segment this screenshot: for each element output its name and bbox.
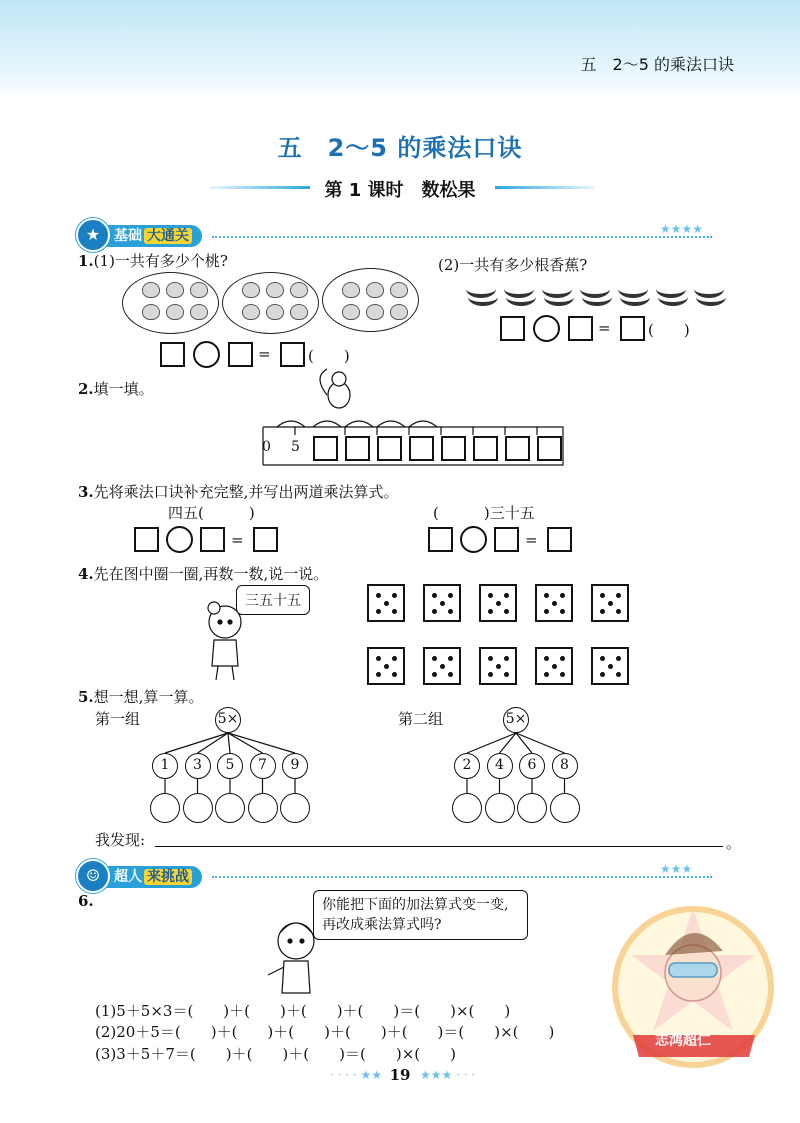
peach-icon	[242, 304, 260, 320]
peach-icon	[266, 282, 284, 298]
tree-number: 5	[217, 753, 243, 779]
number-box[interactable]	[313, 436, 338, 461]
q6-line-2[interactable]: (2)20＋5＝( )＋( )＋( )＋( )＋( )＝( )×( )	[95, 1023, 555, 1041]
q3-prompt	[78, 481, 398, 502]
q2-number: 2.	[78, 380, 94, 398]
stars-icon: ★★★	[660, 862, 693, 876]
lesson-title: 第 1 课时 数松果	[324, 180, 476, 201]
dice-pip	[392, 656, 397, 661]
peach-icon	[166, 304, 184, 320]
dice-icon	[479, 584, 517, 622]
equals-sign: =	[598, 319, 611, 337]
dice-icon	[367, 647, 405, 685]
peach-icon	[142, 304, 160, 320]
tree-answer[interactable]	[183, 793, 213, 823]
running-header: 五 2～5 的乘法口诀	[580, 55, 734, 74]
tree-branch	[198, 733, 229, 753]
peach-icon	[166, 282, 184, 298]
number-box[interactable]	[409, 436, 434, 461]
banana-icon	[696, 288, 726, 306]
tree-answer[interactable]	[517, 793, 547, 823]
banana-icon	[582, 288, 612, 306]
badge-text: 基础	[114, 228, 142, 244]
dice-pip	[488, 609, 493, 614]
answer-box[interactable]	[620, 316, 645, 341]
q1-part1-text: (1)一共有多少个桃?	[93, 252, 228, 270]
dice-pip	[384, 664, 389, 669]
dice-pip	[544, 672, 549, 677]
group1-label: 第一组	[95, 710, 141, 728]
dice-pip	[552, 601, 557, 606]
dice-pip	[544, 593, 549, 598]
page-number: 19	[389, 1066, 411, 1084]
number-box[interactable]	[537, 436, 562, 461]
badge-text: 超人	[114, 869, 142, 885]
peach-group-2	[222, 272, 319, 334]
q6-line-3[interactable]: (3)3＋5＋7＝( )＋( )＋( )＝( )×( )	[95, 1045, 456, 1063]
dice-pip	[376, 672, 381, 677]
tree-number: 1	[152, 753, 178, 779]
tree-diagrams	[0, 700, 800, 830]
equals-sign: =	[525, 531, 538, 549]
number-box[interactable]	[473, 436, 498, 461]
q4-prompt	[78, 563, 328, 584]
answer-box[interactable]	[280, 342, 305, 367]
dice-pip	[448, 656, 453, 661]
tree-root: 5×	[503, 707, 529, 733]
dice-pip	[504, 672, 509, 677]
dice-pip	[440, 664, 445, 669]
peach-icon	[342, 304, 360, 320]
dice-pip	[448, 593, 453, 598]
q6-line-1[interactable]: (1)5＋5×3＝( )＋( )＋( )＋( )＝( )×( )	[95, 1002, 511, 1020]
finding-line[interactable]	[155, 846, 723, 847]
peach-group-1	[122, 272, 219, 334]
tree-branch	[467, 733, 516, 753]
group2-label: 第二组	[398, 710, 444, 728]
answer-box[interactable]	[568, 316, 593, 341]
dice-pip	[432, 656, 437, 661]
banana-icon	[506, 288, 536, 306]
boy-icon	[262, 915, 332, 995]
number-box[interactable]	[505, 436, 530, 461]
peach-group-3	[322, 268, 419, 332]
dice-pip	[392, 593, 397, 598]
q2-prompt	[78, 378, 154, 399]
dice-pip	[600, 593, 605, 598]
dice-icon	[535, 584, 573, 622]
girl-icon	[200, 600, 250, 685]
dice-pip	[432, 672, 437, 677]
dice-pip	[384, 601, 389, 606]
peach-icon	[142, 282, 160, 298]
dice-pip	[440, 601, 445, 606]
dice-icon	[591, 647, 629, 685]
dice-pip	[544, 656, 549, 661]
answer-box[interactable]	[494, 527, 519, 552]
peach-icon	[366, 282, 384, 298]
tree-branch	[165, 733, 228, 753]
tree-number: 9	[282, 753, 308, 779]
q2-text: 填一填。	[93, 380, 154, 398]
dice-pip	[376, 609, 381, 614]
dice-pip	[504, 609, 509, 614]
dice-pip	[616, 609, 621, 614]
speech-bubble: 三五十五	[236, 585, 310, 615]
banana-icon	[468, 288, 498, 306]
dice-icon	[479, 647, 517, 685]
q1-part2: (2)一共有多少根香蕉?	[438, 256, 588, 274]
answer-box[interactable]	[253, 527, 278, 552]
q1-part1	[78, 250, 228, 271]
badge-highlight: 来挑战	[144, 869, 192, 885]
dice-pip	[392, 672, 397, 677]
dice-pip	[600, 656, 605, 661]
dice-pip	[448, 609, 453, 614]
dice-pip	[496, 664, 501, 669]
tree-answer[interactable]	[452, 793, 482, 823]
dice-pip	[504, 593, 509, 598]
answer-box[interactable]	[134, 527, 159, 552]
answer-box[interactable]	[547, 527, 572, 552]
equals-sign: =	[231, 531, 244, 549]
answer-box[interactable]	[500, 316, 525, 341]
tree-number: 6	[519, 753, 545, 779]
operator-circle[interactable]	[460, 526, 487, 553]
q1-number: 1.	[78, 252, 94, 270]
peach-icon	[366, 304, 384, 320]
operator-circle[interactable]	[166, 526, 193, 553]
q4-text: 先在图中圈一圈,再数一数,说一说。	[93, 565, 329, 583]
finding-label: 我发现:	[95, 831, 146, 849]
logo-text: 志鸿超仁	[655, 1033, 711, 1049]
section-dotline	[212, 876, 712, 878]
operator-circle[interactable]	[193, 341, 220, 368]
speech-bubble: 你能把下面的加法算式变一变,再改成乘法算式吗?	[313, 890, 528, 940]
line-second-label: 5	[291, 439, 300, 455]
banana-icon	[620, 288, 650, 306]
peach-icon	[190, 282, 208, 298]
squirrel-icon	[320, 369, 350, 408]
tree-number: 3	[185, 753, 211, 779]
answer-box[interactable]	[200, 527, 225, 552]
left-rhyme[interactable]: 四五( )	[168, 504, 255, 522]
dice-pip	[392, 609, 397, 614]
peach-icon	[290, 304, 308, 320]
dice-pip	[608, 664, 613, 669]
banana-icon	[658, 288, 688, 306]
stars-icon: · · · · ★★	[330, 1068, 383, 1082]
peach-icon	[390, 304, 408, 320]
number-box[interactable]	[441, 436, 466, 461]
dice-pip	[488, 672, 493, 677]
dice-pip	[432, 593, 437, 598]
dice-pip	[376, 656, 381, 661]
star-icon: ★	[76, 218, 110, 252]
answer-paren[interactable]: ( )	[308, 347, 350, 365]
dice-pip	[600, 672, 605, 677]
dice-pip	[504, 656, 509, 661]
dice-pip	[616, 656, 621, 661]
stars-icon: ★★★ · · ·	[420, 1068, 476, 1082]
dice-icon	[423, 584, 461, 622]
q5-number: 5.	[78, 688, 94, 706]
dice-pip	[608, 601, 613, 606]
q6-number: 6.	[78, 892, 94, 910]
operator-circle[interactable]	[533, 315, 560, 342]
tree-number: 7	[250, 753, 276, 779]
tree-branch	[228, 733, 295, 753]
superhero-icon: ☺	[76, 859, 110, 893]
banana-icon	[544, 288, 574, 306]
dice-pip	[376, 593, 381, 598]
dice-pip	[432, 609, 437, 614]
q5-text: 想一想,算一算。	[93, 688, 204, 706]
header-band	[0, 0, 800, 100]
q3-number: 3.	[78, 483, 94, 501]
number-box[interactable]	[377, 436, 402, 461]
tree-number: 2	[454, 753, 480, 779]
q3-text: 先将乘法口诀补充完整,并写出两道乘法算式。	[93, 483, 399, 501]
dice-pip	[496, 601, 501, 606]
dice-pip	[560, 672, 565, 677]
tree-number: 4	[487, 753, 513, 779]
dice-icon	[423, 647, 461, 685]
answer-box[interactable]	[228, 342, 253, 367]
answer-box[interactable]	[428, 527, 453, 552]
q4-number: 4.	[78, 565, 94, 583]
dice-icon	[535, 647, 573, 685]
peach-icon	[266, 304, 284, 320]
tree-branch	[228, 733, 263, 753]
finding-end: 。	[726, 834, 742, 852]
tree-answer[interactable]	[248, 793, 278, 823]
dice-pip	[616, 593, 621, 598]
answer-paren[interactable]: ( )	[648, 321, 690, 339]
dice-pip	[560, 593, 565, 598]
tree-answer[interactable]	[485, 793, 515, 823]
dice-pip	[448, 672, 453, 677]
dice-pip	[616, 672, 621, 677]
equals-sign: =	[258, 345, 271, 363]
tree-answer[interactable]	[550, 793, 580, 823]
badge-highlight: 大通关	[144, 228, 192, 244]
dice-pip	[488, 656, 493, 661]
tree-number: 8	[552, 753, 578, 779]
right-rhyme[interactable]: ( )三十五	[433, 504, 535, 522]
dice-icon	[367, 584, 405, 622]
tree-answer[interactable]	[150, 793, 180, 823]
peach-icon	[390, 282, 408, 298]
peach-icon	[190, 304, 208, 320]
tree-branch	[228, 733, 230, 753]
section-dotline	[212, 236, 712, 238]
dice-pip	[560, 656, 565, 661]
dice-icon	[591, 584, 629, 622]
stars-icon: ★★★★	[660, 222, 704, 236]
peach-icon	[242, 282, 260, 298]
tree-root: 5×	[215, 707, 241, 733]
number-box[interactable]	[345, 436, 370, 461]
peach-icon	[290, 282, 308, 298]
dice-pip	[560, 609, 565, 614]
chapter-title: 五 2～5 的乘法口诀	[277, 134, 523, 162]
answer-box[interactable]	[160, 342, 185, 367]
line-start-label: 0	[262, 439, 271, 455]
dice-pip	[552, 664, 557, 669]
dice-pip	[600, 609, 605, 614]
dice-pip	[488, 593, 493, 598]
tree-answer[interactable]	[280, 793, 310, 823]
tree-answer[interactable]	[215, 793, 245, 823]
peach-icon	[342, 282, 360, 298]
dice-pip	[544, 609, 549, 614]
